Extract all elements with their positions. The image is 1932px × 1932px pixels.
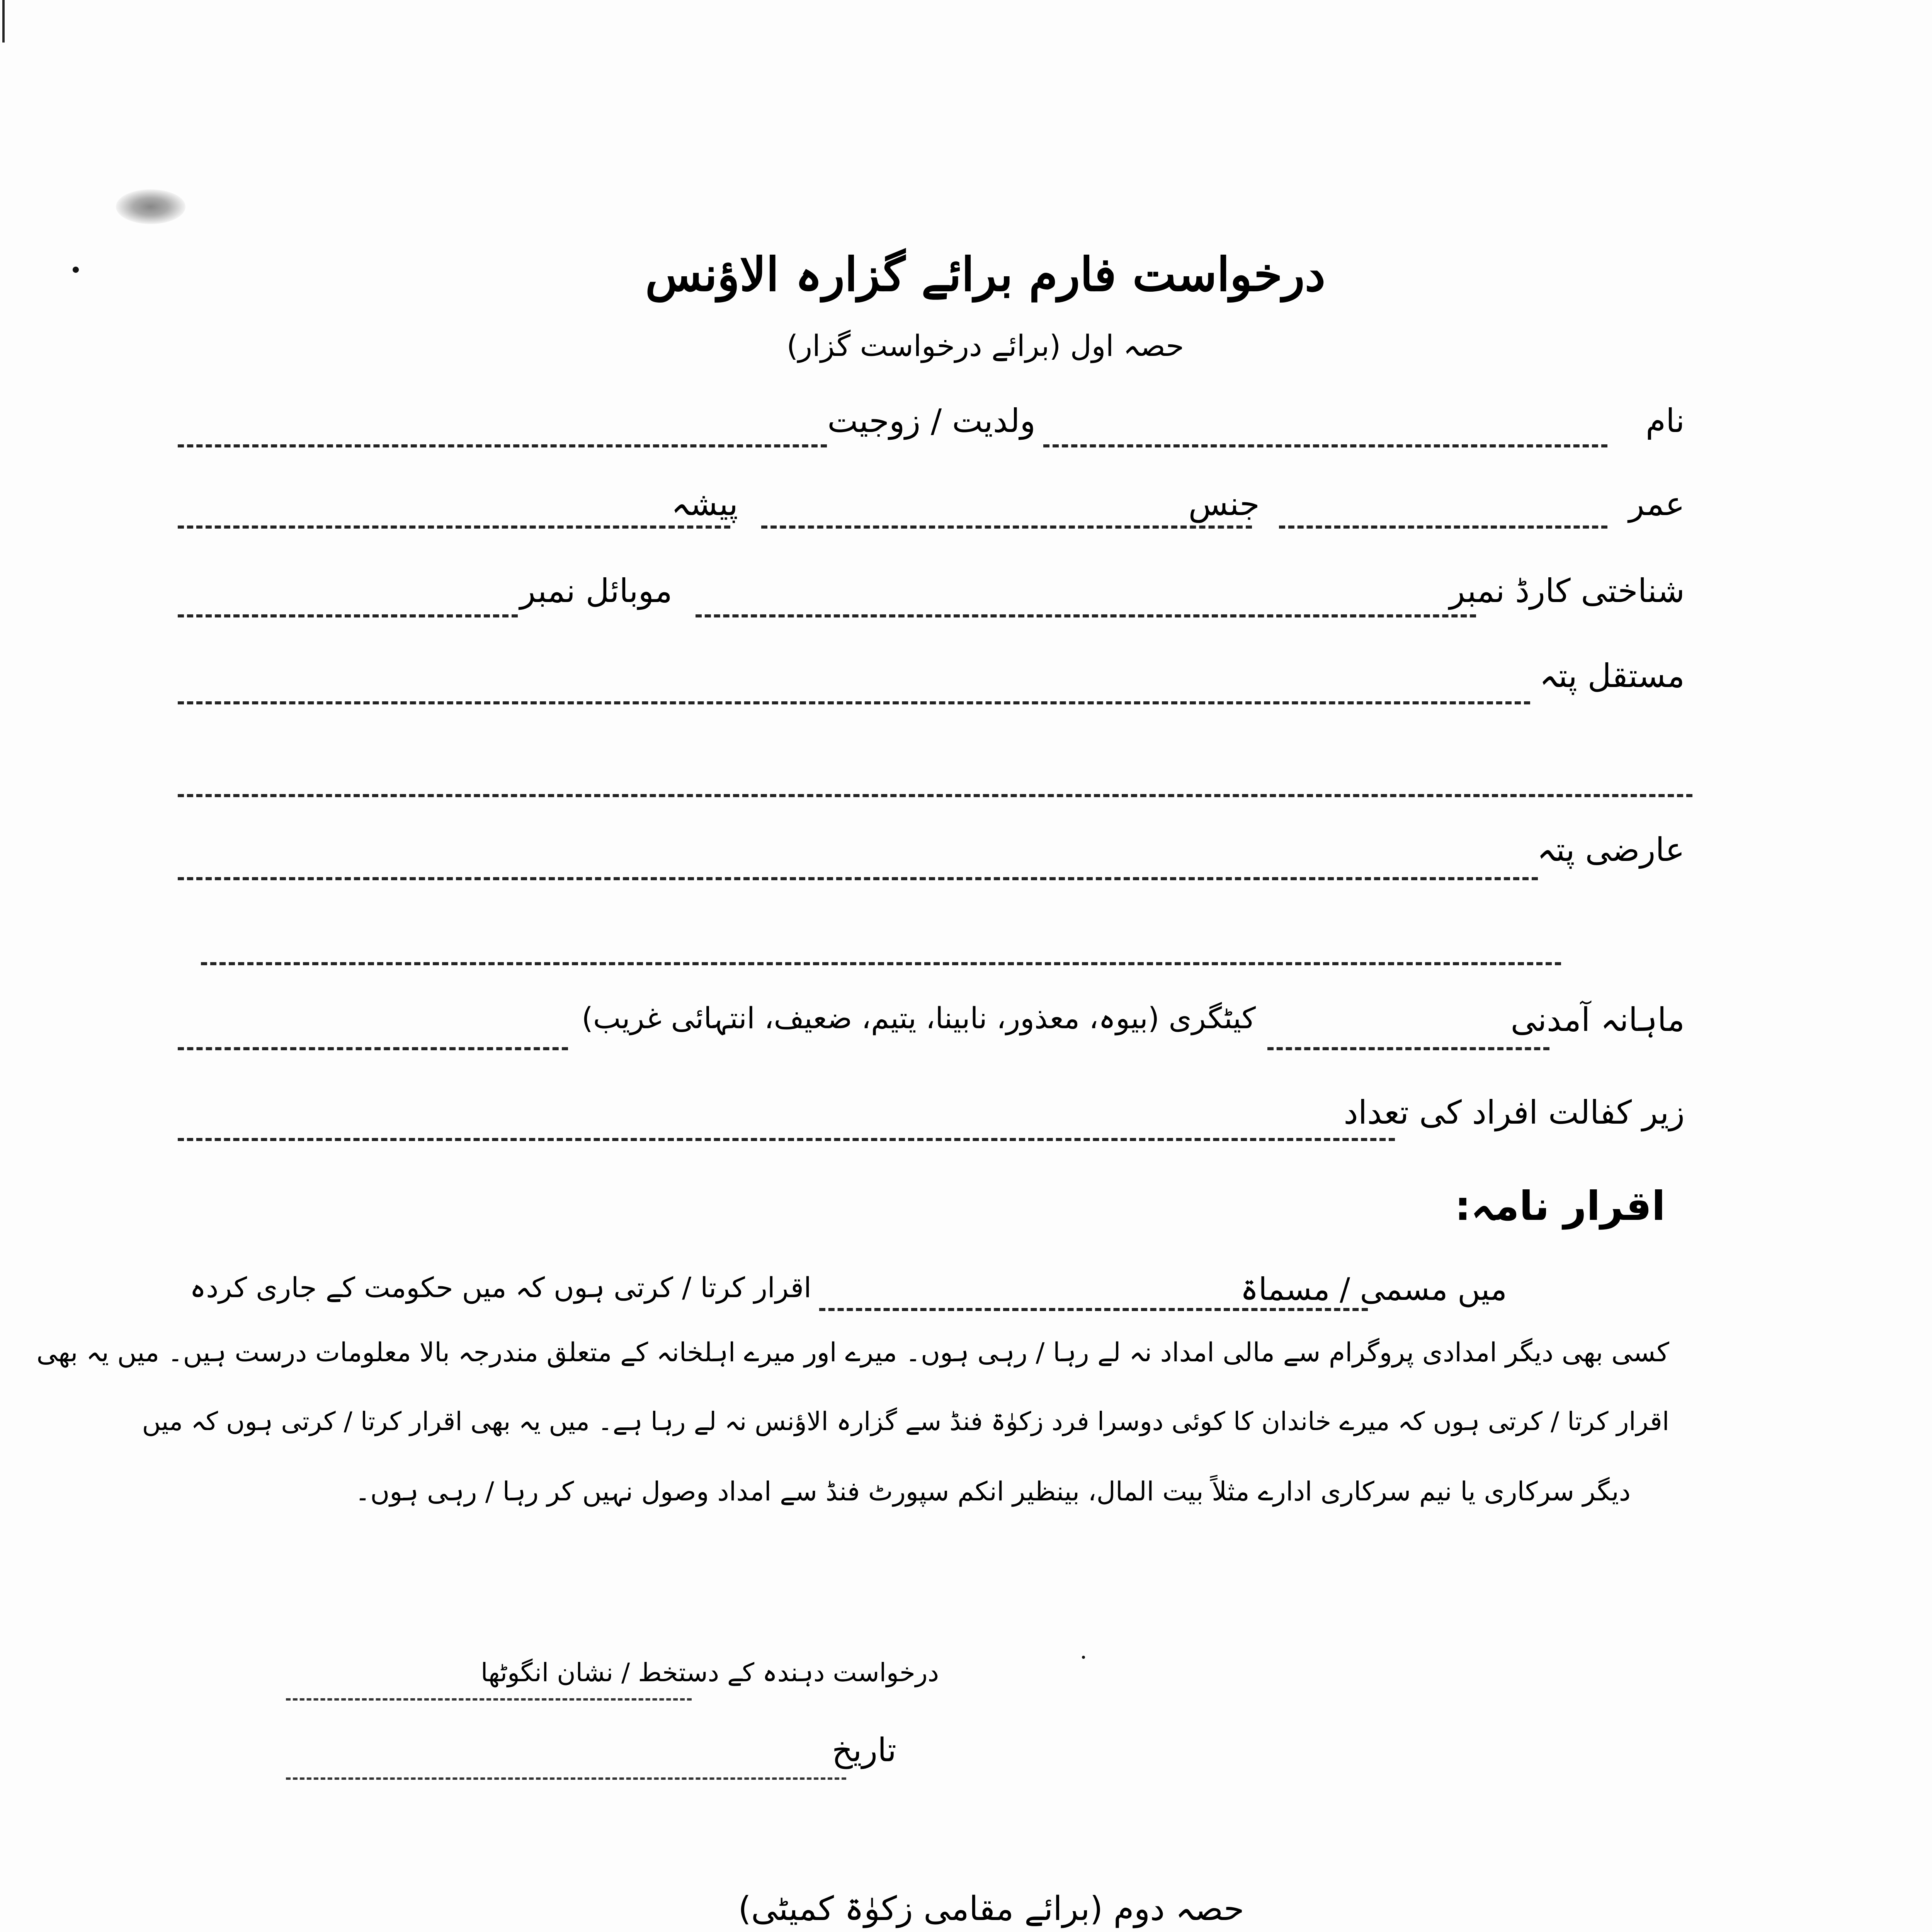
permanent-address-label: مستقل پتہ <box>1539 657 1685 695</box>
profession-field[interactable] <box>178 526 730 529</box>
temporary-address-label: عارضی پتہ <box>1537 831 1685 869</box>
mobile-field[interactable] <box>178 614 518 617</box>
dependents-field[interactable] <box>178 1138 1395 1141</box>
temporary-address-field-line2[interactable] <box>201 962 1561 965</box>
declarant-name-field[interactable] <box>819 1308 1368 1311</box>
form-title: درخواست فارم برائے گزارہ الاؤنس <box>645 247 1326 302</box>
cnic-label: شناختی کارڈ نمبر <box>1449 572 1685 610</box>
permanent-address-field-line1[interactable] <box>178 701 1530 704</box>
dependents-label: زیر کفالت افراد کی تعداد <box>1344 1094 1685 1131</box>
gender-label: جنس <box>1188 485 1260 523</box>
monthly-income-field[interactable] <box>1267 1047 1549 1050</box>
mobile-label: موبائل نمبر <box>520 572 672 610</box>
parentage-field[interactable] <box>178 444 827 447</box>
profession-label: پیشہ <box>671 485 738 523</box>
gender-field[interactable] <box>761 526 1252 529</box>
ink-dot <box>1082 1656 1085 1659</box>
monthly-income-label: ماہانہ آمدنی <box>1510 1001 1685 1039</box>
declaration-line1-start: میں مسمی / مسماۃ <box>1240 1271 1507 1307</box>
permanent-address-field-line2[interactable] <box>178 794 1692 797</box>
category-label: کیٹگری (بیوہ، معذور، نابینا، یتیم، ضعیف، انتہائی غریب) <box>582 1001 1256 1035</box>
declaration-line3: اقرار کرتا / کرتی ہوں کہ میرے خاندان کا کوئی دوسرا فرد زکوٰۃ فنڈ سے گزارہ الاؤنس نہ لے رہا ہے۔ میں یہ بھی اقرار کرتا / کرتی ہوں کہ میں <box>142 1406 1669 1436</box>
name-label: نام <box>1646 402 1685 440</box>
declaration-line1-end: اقرار کرتا / کرتی ہوں کہ میں حکومت کے جاری کردہ <box>190 1271 811 1304</box>
age-label: عمر <box>1628 485 1685 523</box>
cnic-field[interactable] <box>696 614 1476 617</box>
parentage-label: ولدیت / زوجیت <box>827 402 1036 440</box>
declaration-line2: کسی بھی دیگر امدادی پروگرام سے مالی امداد نہ لے رہا / رہی ہوں۔ میرے اور میرے اہلخانہ کے متعلق مندرجہ بالا معلومات درست ہیں۔ میں یہ بھی <box>36 1337 1669 1368</box>
category-field[interactable] <box>178 1047 568 1050</box>
date-field[interactable] <box>286 1777 846 1780</box>
applicant-signature-label: درخواست دہندہ کے دستخط / نشان انگوٹھا <box>481 1658 939 1687</box>
name-field[interactable] <box>1043 444 1607 447</box>
temporary-address-field-line1[interactable] <box>178 877 1538 880</box>
part1-heading: حصہ اول (برائے درخواست گزار) <box>786 328 1184 363</box>
declaration-line4: دیگر سرکاری یا نیم سرکاری ادارے مثلاً بیت المال، بینظیر انکم سپورٹ فنڈ سے امداد وصول نہیں کر رہا / رہی ہوں۔ <box>355 1476 1631 1507</box>
part2-heading: حصہ دوم (برائے مقامی زکوٰۃ کمیٹی) <box>738 1889 1244 1928</box>
date-label: تاریخ <box>832 1731 896 1769</box>
ink-smudge <box>116 189 185 224</box>
applicant-signature-field[interactable] <box>286 1698 692 1701</box>
declaration-heading: اقرار نامہ: <box>1454 1182 1665 1230</box>
age-field[interactable] <box>1279 526 1607 529</box>
scan-edge-mark <box>2 0 5 43</box>
